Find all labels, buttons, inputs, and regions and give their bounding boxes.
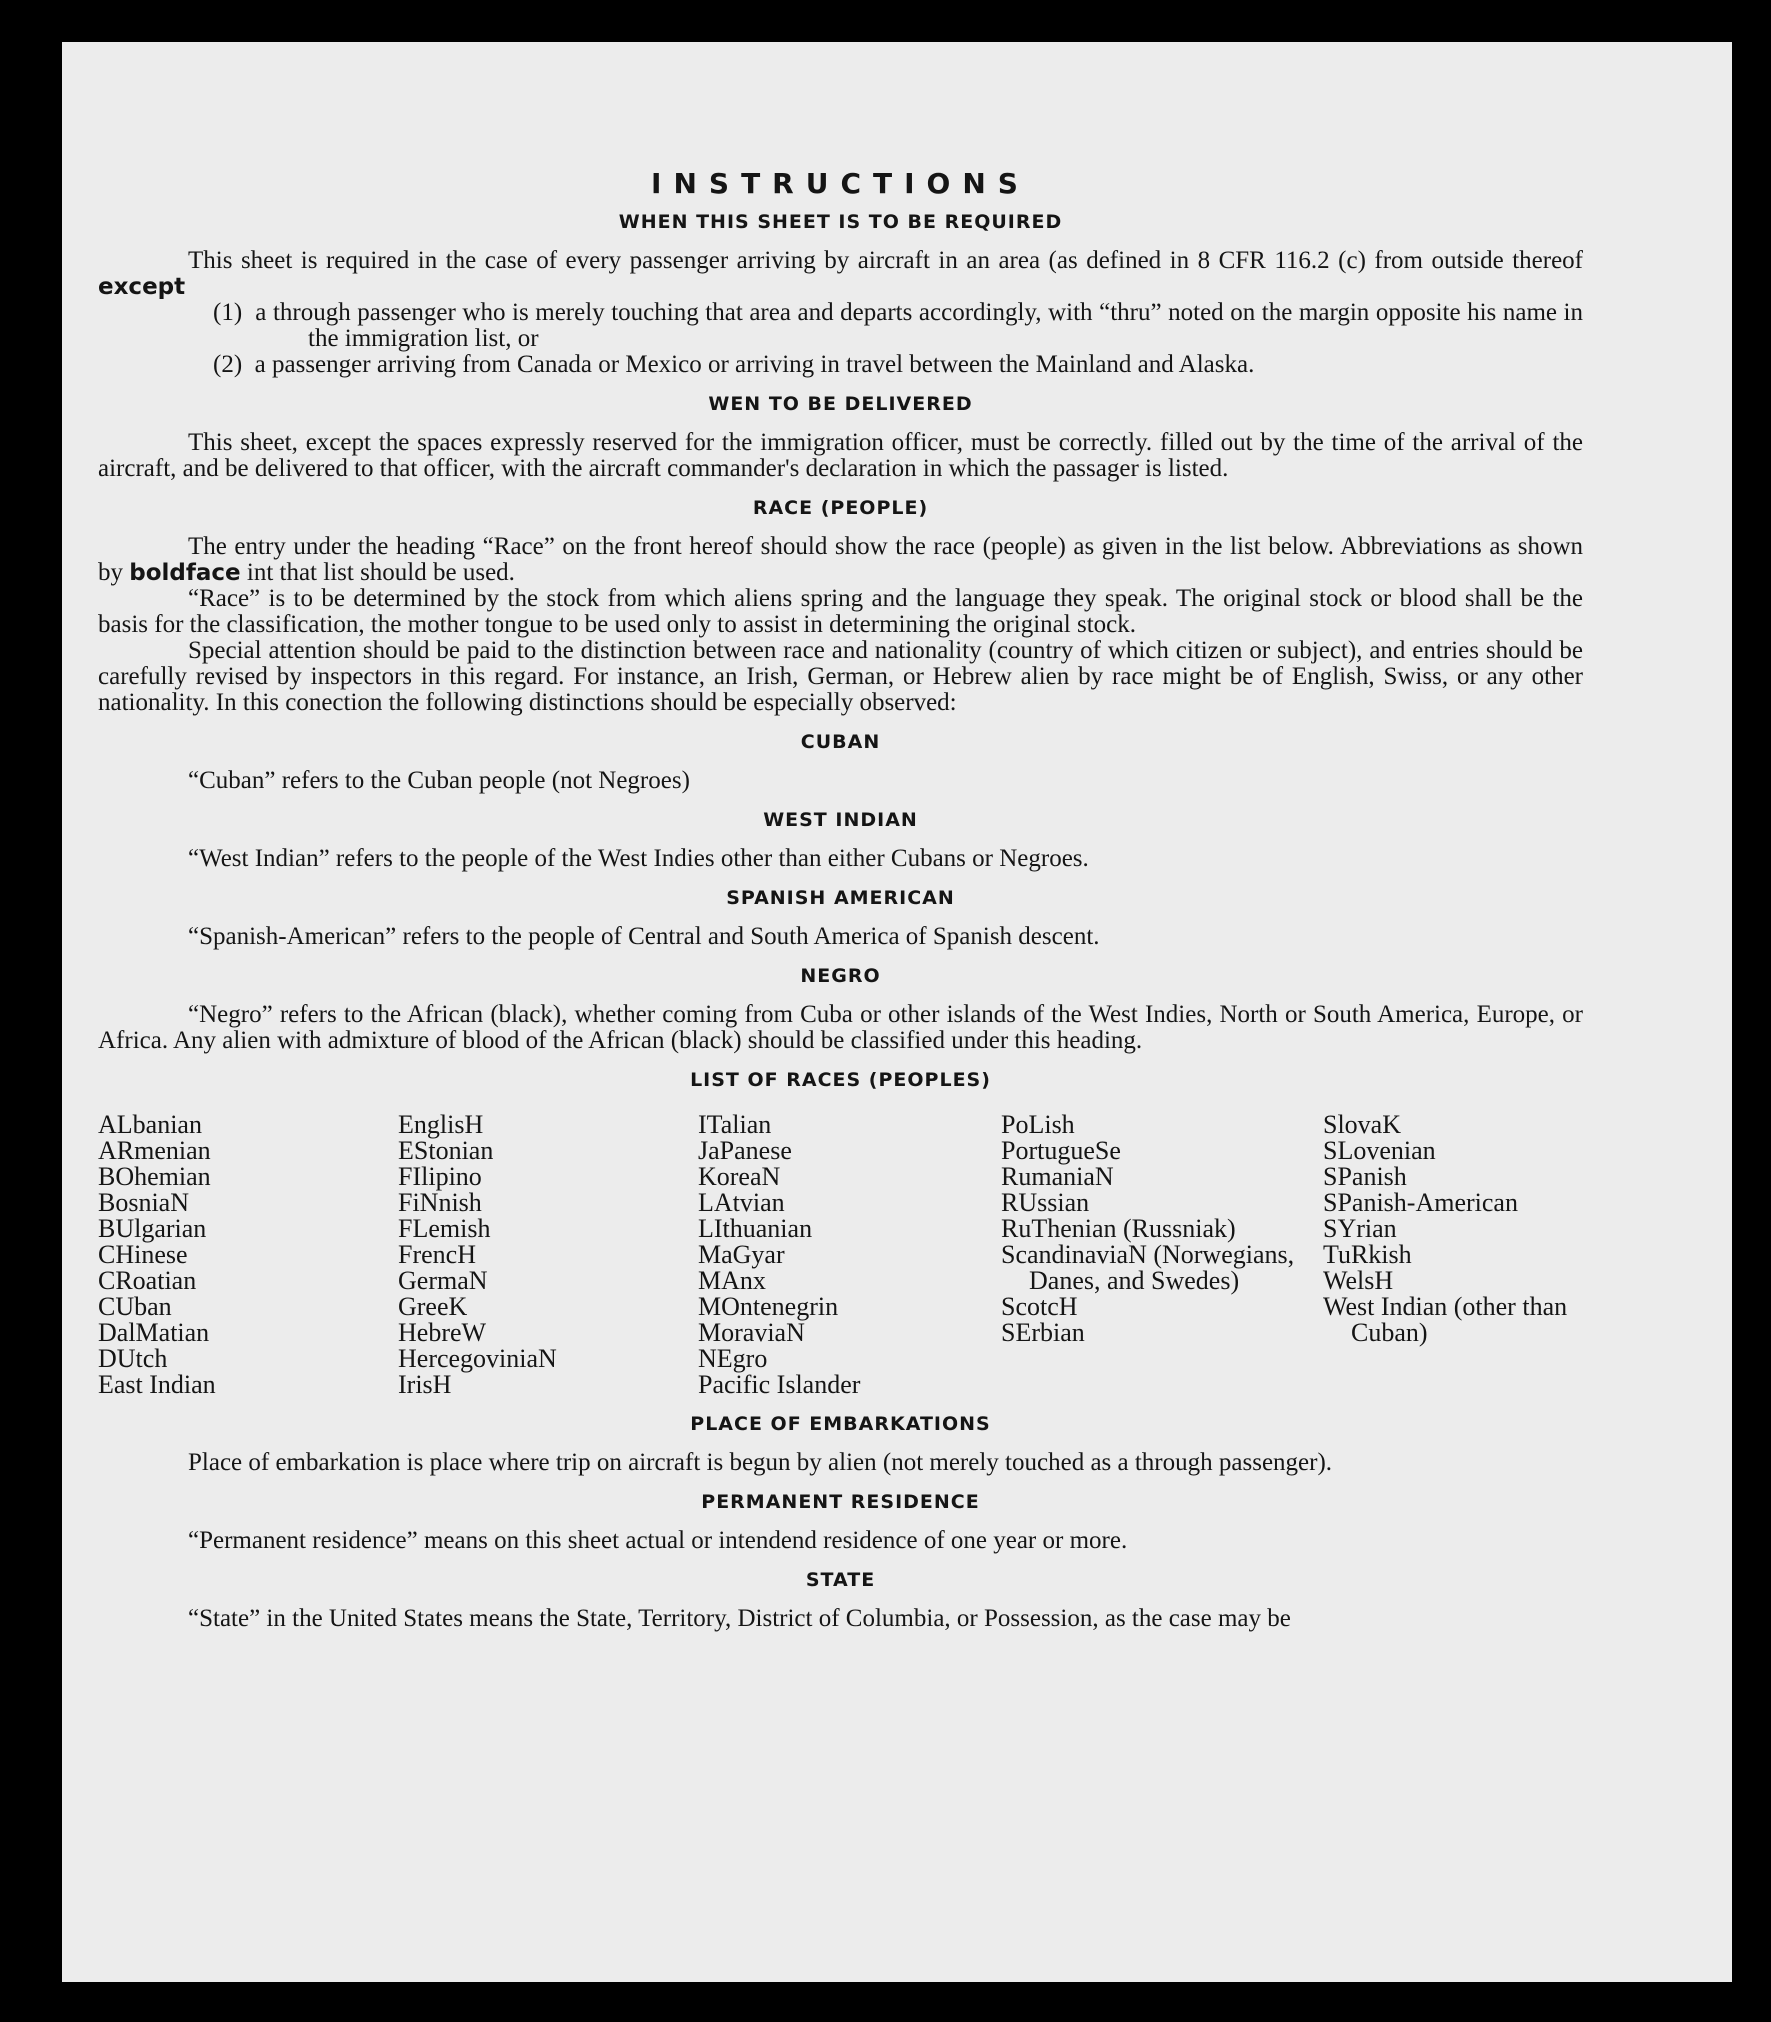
race-entry: DalMatian: [98, 1318, 210, 1347]
race-entry: MAnx: [698, 1266, 766, 1295]
races-column-2: [398, 1112, 698, 1398]
instruction-sheet: [62, 42, 1732, 1982]
race-entry: MaGyar: [698, 1240, 785, 1269]
heading-cuban: CUBAN: [800, 731, 881, 753]
race-entry: SYrian: [1323, 1214, 1397, 1243]
heading-state: STATE: [805, 1569, 876, 1591]
item-number: (2): [213, 351, 243, 378]
embarkation-text: Place of embarkation is place where trip on aircraft is begun by alien (not merely touched as a through passenger).: [188, 1449, 1333, 1476]
race-entry: MOntenegrin: [698, 1292, 839, 1321]
race-entry: RumaniaN: [1001, 1162, 1114, 1191]
race-entry: IrisH: [398, 1370, 452, 1399]
delivered-text: This sheet, except the spaces expressly reserved for the immigration officer, must be correctly. filled out by the time of the arrival of the aircraft, and be delivered to that officer, with the aircraft commander's declaration in which the passager is listed.: [98, 429, 1583, 482]
heading-west-indian: WEST INDIAN: [763, 809, 918, 831]
item-number: (1): [213, 299, 243, 326]
race-entry: West Indian (other than Cuban): [1323, 1292, 1568, 1347]
state-text: “State” in the United States means the State, Territory, District of Columbia, or Possession, as the case may be: [188, 1605, 1291, 1632]
heading-list-of-races: LIST OF RACES (PEOPLES): [690, 1069, 991, 1091]
race-entry: BUlgarian: [98, 1214, 207, 1243]
race-paragraph-1: [98, 534, 1583, 586]
race-entry: RuThenian (Russniak): [1001, 1214, 1236, 1243]
item-text: a through passenger who is merely touching that area and departs accordingly, with “thru” noted on the margin opposite his name in the immigration list, or: [255, 299, 1583, 352]
race-entry: ARmenian: [98, 1136, 211, 1165]
race-entry: SPanish-American: [1323, 1188, 1518, 1217]
race-entry: PortugueSe: [1001, 1136, 1121, 1165]
permanent-residence-text: “Permanent residence” means on this sheet actual or intendend residence of one year or more.: [188, 1527, 1128, 1554]
when-required-text-start: This sheet is required in the case of every passenger arriving by aircraft in an area (as defined in 8 CFR 116.2 (c) from outside thereof: [188, 247, 1583, 274]
race-entry: TuRkish: [1323, 1240, 1412, 1269]
race-entry: SErbian: [1001, 1318, 1085, 1347]
race-entry: JaPanese: [698, 1136, 792, 1165]
race-entry: EStonian: [398, 1136, 494, 1165]
race-entry: CUban: [98, 1292, 172, 1321]
race-entry: NEgro: [698, 1344, 768, 1373]
race-entry: ALbanian: [98, 1110, 202, 1139]
item-text: a passenger arriving from Canada or Mexico or arriving in travel between the Mainland and Alaska.: [254, 351, 1255, 378]
race-entry: DUtch: [98, 1344, 168, 1373]
races-column-4: [1001, 1112, 1323, 1398]
race-paragraph-3: Special attention should be paid to the distinction between race and nationality (country of which citizen or subject), and entries should be carefully revised by inspectors in this regard. For instance, an Irish, German, or Hebrew alien by race might be of English, Swiss, or any other nationality. In this conection the following distinctions should be especially observed:: [98, 637, 1583, 716]
race-p1-start: The entry under the heading “Race” on the front hereof should show the race (people) as given in the list below. Abbreviations as shown by: [98, 533, 1583, 586]
heading-negro: NEGRO: [800, 965, 881, 987]
race-entry: LIthuanian: [698, 1214, 813, 1243]
race-entry: LAtvian: [698, 1188, 785, 1217]
race-entry: Pacific Islander: [698, 1370, 861, 1399]
races-column-5: [1323, 1112, 1583, 1398]
race-entry: GermaN: [398, 1266, 488, 1295]
race-entry: CRoatian: [98, 1266, 197, 1295]
exception-item-1: [98, 300, 1583, 352]
heading-race: RACE (PEOPLE): [752, 497, 929, 519]
heading-when-required: WHEN THIS SHEET IS TO BE REQUIRED: [618, 211, 1063, 233]
race-entry: SLovenian: [1323, 1136, 1436, 1165]
race-entry: MoraviaN: [698, 1318, 805, 1347]
race-paragraph-2: “Race” is to be determined by the stock from which aliens spring and the language they speak. The original stock or blood shall be the basis for the classification, the mother tongue to be used only to assist in determining the original stock.: [98, 585, 1583, 638]
document-body: [98, 167, 1583, 1632]
page-title: INSTRUCTIONS: [651, 167, 1030, 200]
race-entry: HercegoviniaN: [398, 1344, 557, 1373]
race-entry: FIlipino: [398, 1162, 482, 1191]
when-required-text: [98, 248, 1583, 300]
except-bold: except: [98, 274, 186, 300]
negro-text: “Negro” refers to the African (black), whether coming from Cuba or other islands of the West Indies, North or South America, Europe, or Africa. Any alien with admixture of blood of the African (black) should be classified under this heading.: [98, 1001, 1583, 1054]
race-p1-end: int that list should be used.: [240, 559, 515, 586]
race-entry: GreeK: [398, 1292, 468, 1321]
race-entry: EnglisH: [398, 1110, 484, 1139]
race-entry: PoLish: [1001, 1110, 1075, 1139]
heading-delivered: WEN TO BE DELIVERED: [708, 393, 973, 415]
race-entry: SlovaK: [1323, 1110, 1401, 1139]
race-entry: FiNnish: [398, 1188, 482, 1217]
race-entry: FLemish: [398, 1214, 491, 1243]
race-entry: CHinese: [98, 1240, 188, 1269]
heading-spanish-american: SPANISH AMERICAN: [726, 887, 955, 909]
race-entry: SPanish: [1323, 1162, 1407, 1191]
exception-item-2: [98, 352, 1583, 378]
race-entry: HebreW: [398, 1318, 487, 1347]
cuban-text: “Cuban” refers to the Cuban people (not Negroes): [188, 767, 690, 794]
race-entry: FrencH: [398, 1240, 476, 1269]
race-entry: ITalian: [698, 1110, 772, 1139]
races-column-1: [98, 1112, 398, 1398]
races-column-3: [698, 1112, 1001, 1398]
heading-embarkation: PLACE OF EMBARKATIONS: [690, 1413, 991, 1435]
race-entry: KoreaN: [698, 1162, 781, 1191]
heading-permanent-residence: PERMANENT RESIDENCE: [701, 1491, 980, 1513]
races-list: [98, 1112, 1583, 1398]
race-entry: BosniaN: [98, 1188, 189, 1217]
spanish-american-text: “Spanish-American” refers to the people of Central and South America of Spanish descent.: [188, 923, 1100, 950]
race-entry: WelsH: [1323, 1266, 1394, 1295]
boldface-bold: boldface: [129, 560, 241, 586]
race-entry: ScotcH: [1001, 1292, 1078, 1321]
race-entry: BOhemian: [98, 1162, 211, 1191]
west-indian-text: “West Indian” refers to the people of the West Indies other than either Cubans or Negroes.: [188, 845, 1089, 872]
race-entry: East Indian: [98, 1370, 216, 1399]
race-entry: ScandinaviaN (Norwegians, Danes, and Swedes): [1001, 1240, 1295, 1295]
race-entry: RUssian: [1001, 1188, 1090, 1217]
